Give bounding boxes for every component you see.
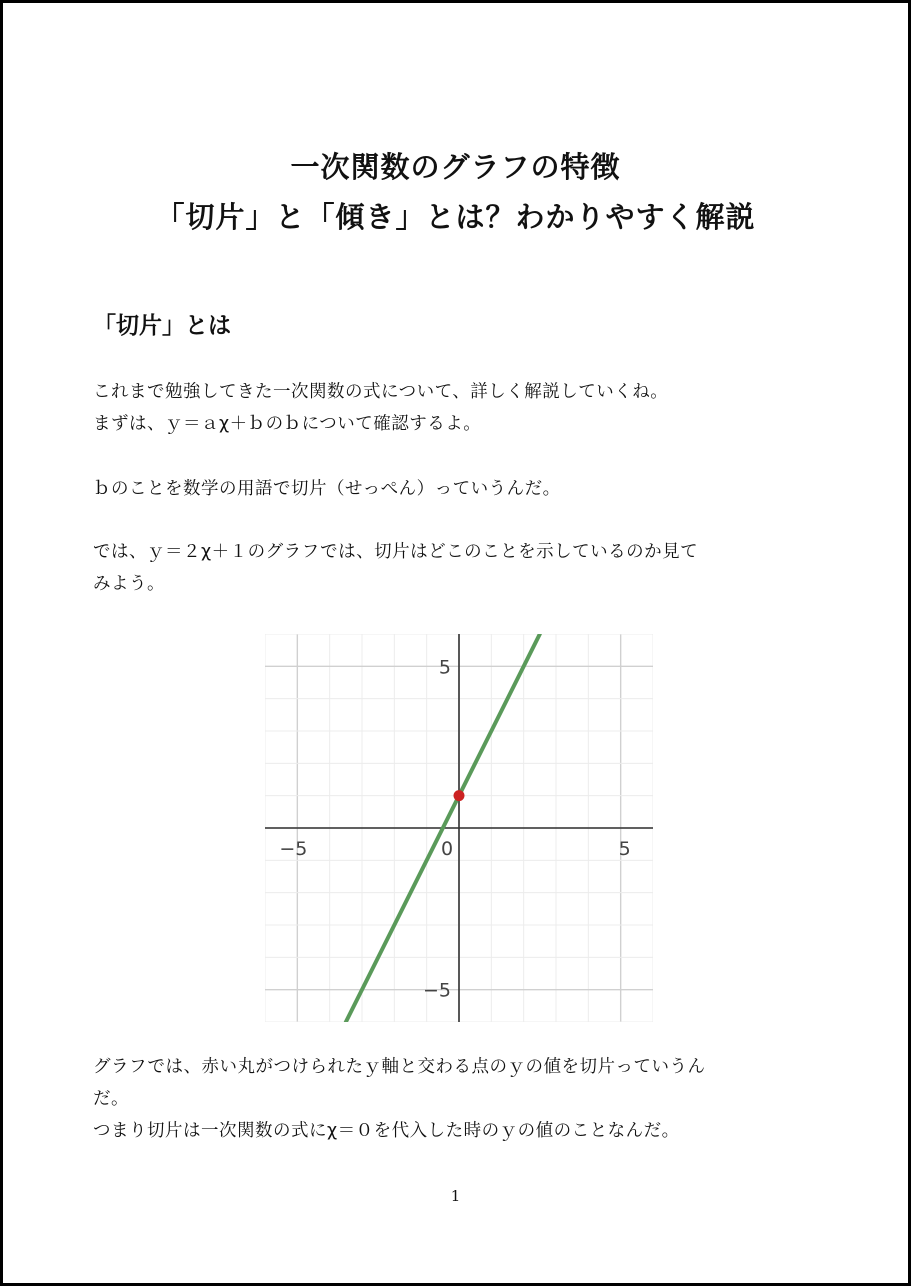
title-line-1: 一次関数のグラフの特徴 [290,150,621,184]
section-heading: 「切片」とは [93,313,231,339]
paragraph-line: グラフでは、赤い丸がつけられたｙ軸と交わる点のｙの値を切片っていうん [93,1057,706,1077]
title-line-2: 「切片」と「傾き」とは？わかりやすく解説 [155,200,756,234]
page-number: 1 [450,1187,461,1205]
paragraph-4 [93,1051,823,1147]
paragraph-line: だ。 [93,1089,129,1109]
y-tick-label: 5 [438,656,451,679]
paragraph-1 [93,376,823,440]
y-tick-label: −5 [422,979,451,1002]
paragraph-line: ｂのことを数学の用語で切片（せっぺん）っていうんだ。 [93,479,561,499]
y-intercept-point [454,790,465,801]
paragraph-line: つまり切片は一次関数の式にχ＝０を代入した時のｙの値のことなんだ。 [93,1121,680,1141]
x-tick-label: 0 [441,838,454,860]
paragraph-line: みよう。 [93,574,165,594]
paragraph-line: まずは、ｙ＝ａχ＋ｂのｂについて確認するよ。 [93,414,482,434]
paragraph-2 [93,473,823,505]
linear-function-graph [265,634,653,1022]
paragraph-line: これまで勉強してきた一次関数の式について、詳しく解説していくね。 [93,382,669,402]
x-tick-label: 5 [618,838,631,860]
paragraph-3 [93,536,823,600]
x-tick-label: −5 [279,838,308,860]
paragraph-line: では、ｙ＝２χ＋１のグラフでは、切片はどこのことを示しているのか見て [93,542,699,562]
